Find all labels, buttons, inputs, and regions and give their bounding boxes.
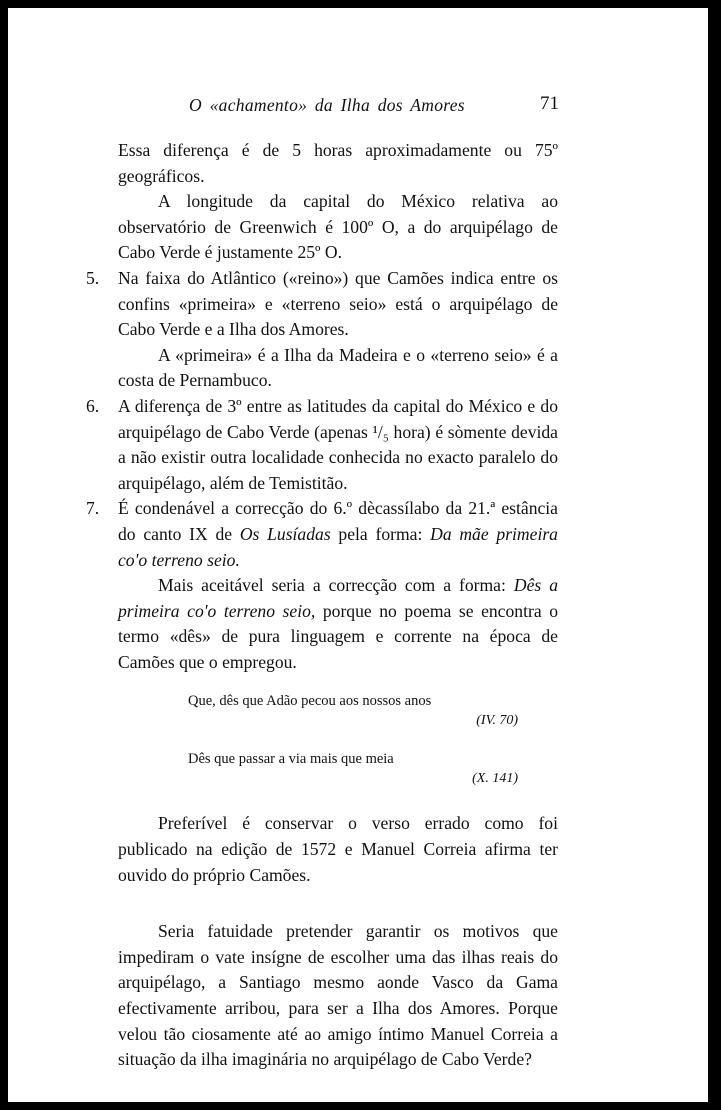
page-body <box>86 138 558 1073</box>
paragraph: Essa diferença é de 5 horas aproximadamente ou 75º geográficos. <box>118 140 558 186</box>
item-number: 6. <box>86 395 100 416</box>
paragraph: Seria fatuidade pretender garantir os motivos que impediram o vate insígne de escolher uma das ilhas reais do arquipélago, a Santiago mesmo aonde Vasco da Gama efectivamente arribou, para ser a Ilha dos Amores. Porque velou tão ciosamente até ao amigo íntimo Manuel Correia a situação da ilha imaginária no arquipélago de Cabo Verde? <box>118 921 558 1070</box>
verse-citation <box>118 749 558 789</box>
verse-line: Dês que passar a via mais que meia <box>188 751 394 768</box>
numbered-item-7 <box>86 496 558 573</box>
running-title: O «achamento» da Ilha dos Amores <box>189 95 465 115</box>
numbered-item-6 <box>86 394 558 496</box>
paragraph-text: Mais aceitável seria a correcção com a forma: <box>158 575 514 596</box>
item-text: É condenável a correcção do 6.º dècassílabo da 21.ª estância do canto IX de <box>118 498 558 544</box>
page-number: 71 <box>540 93 559 114</box>
page-header <box>8 95 708 121</box>
paragraph-text: porque no poema se encontra o termo «dês» de pura linguagem e corrente na época de Camões que o empregou. <box>118 600 558 672</box>
item-text: pela forma: <box>330 523 431 544</box>
item-number: 5. <box>86 267 100 288</box>
verse-reference: (IV. 70) <box>476 713 518 729</box>
paragraph: Preferível é conservar o verso errado como foi publicado na edição de 1572 e Manuel Correia afirma ter ouvido do próprio Camões. <box>118 813 558 885</box>
item-text: Na faixa do Atlântico («reino») que Camões indica entre os confins «primeira» e «terreno seio» está o arquipélago de Cabo Verde e a Ilha dos Amores. <box>118 267 558 340</box>
paragraph <box>118 573 558 675</box>
item-text: A diferença de 3º entre as latitudes da capital do México e do arquipélago de Cabo Verde (apenas ¹/₅ hora) é sòmente devida a não existir outra localidade conhecida no exacto paralelo do arquipélago, além de Temistitão. <box>118 395 558 493</box>
numbered-item-5 <box>86 266 558 343</box>
verse-quote: Da mãe primeira co'o terreno seio. <box>118 523 558 570</box>
book-title: Os Lusíadas <box>239 523 331 544</box>
book-page <box>8 8 708 1102</box>
verse-citation <box>118 691 558 731</box>
verse-quote: Dês a primeira co'o terreno seio, <box>118 575 558 621</box>
item-number: 7. <box>86 498 100 519</box>
paragraph: A «primeira» é a Ilha da Madeira e o «terreno seio» é a costa de Pernambuco. <box>118 344 558 391</box>
verse-line: Que, dês que Adão pecou aos nossos anos <box>188 693 432 710</box>
verse-reference: (X. 141) <box>472 771 518 787</box>
paragraph: A longitude da capital do México relativa ao observatório de Greenwich é 100º O, a do arquipélago de Cabo Verde é justamente 25º O. <box>118 191 558 263</box>
